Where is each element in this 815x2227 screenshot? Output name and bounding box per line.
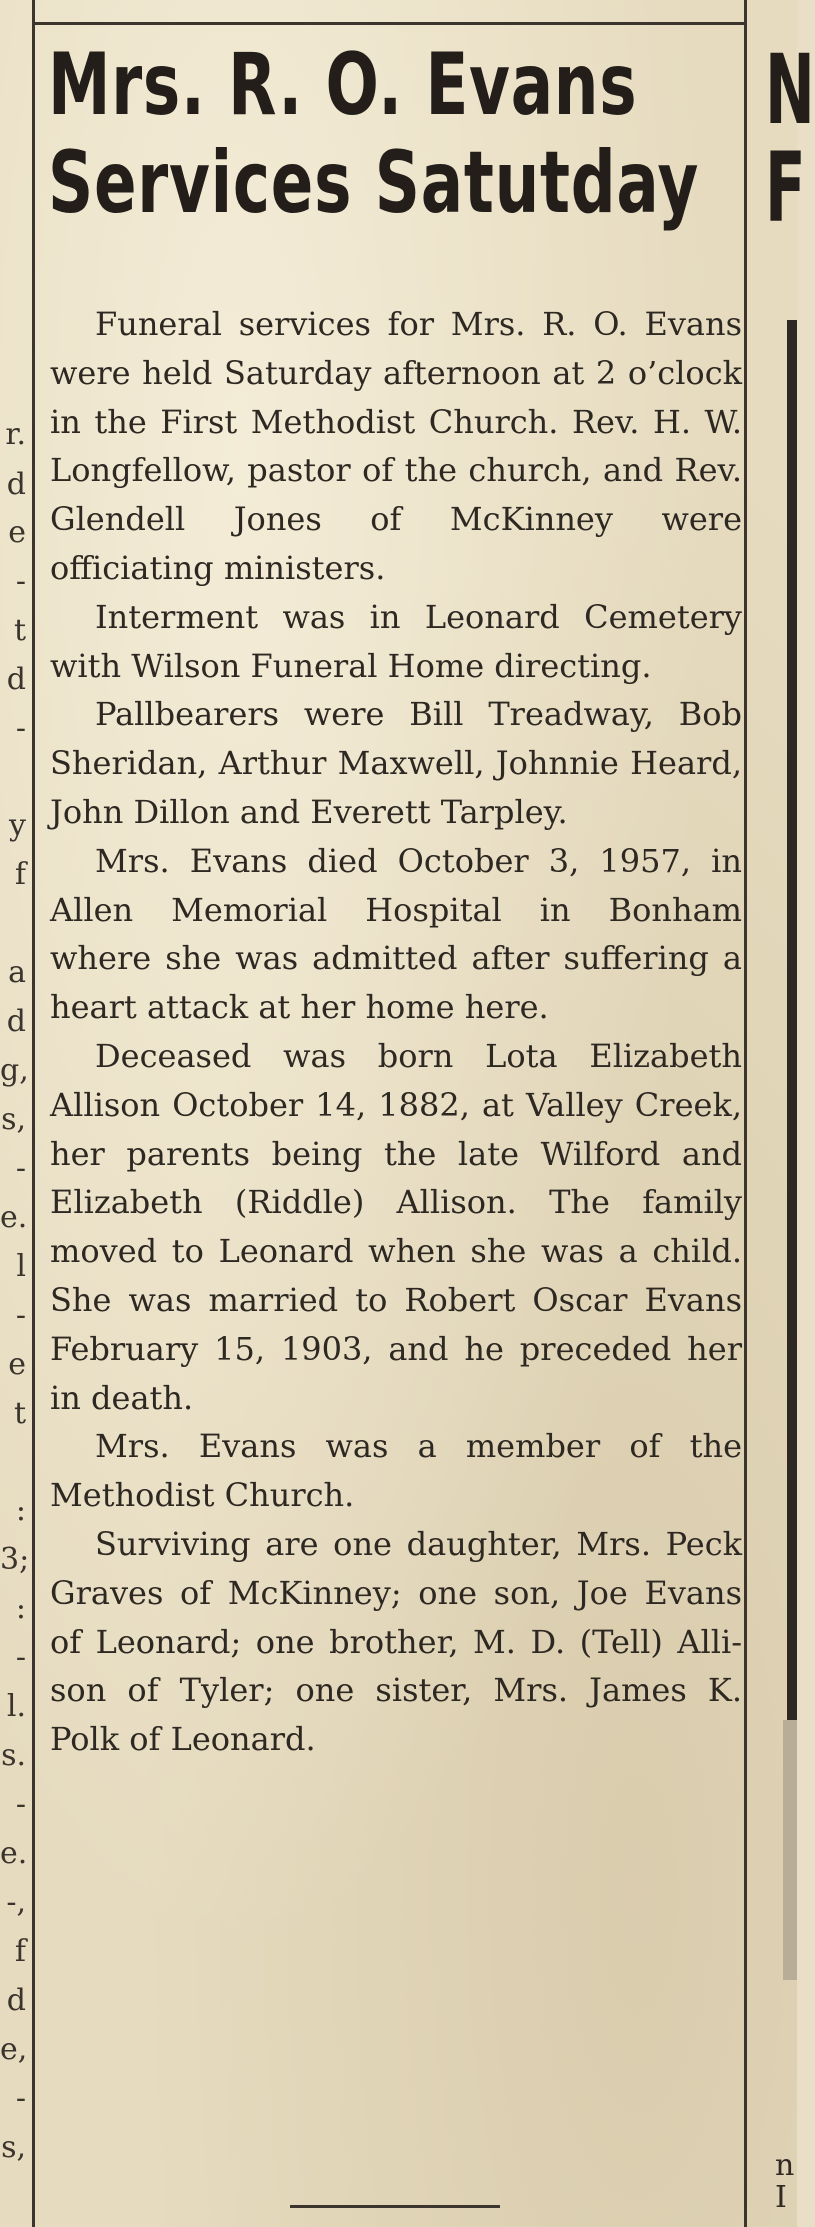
left-fragment: - [15, 1640, 26, 1675]
left-fragment: d [6, 1004, 26, 1039]
left-fragment: e. [0, 1836, 28, 1871]
left-fragment: d [6, 662, 26, 697]
paragraph-interment: Interment was in Leonard Cemetery with Wilson Funeral Home directing. [50, 597, 742, 685]
left-fragment: l [16, 1249, 26, 1284]
article-headline [48, 36, 738, 232]
left-fragment: t [13, 1396, 26, 1431]
left-fragment: t [13, 613, 26, 648]
paragraph-pallbearers: Pallbearers were Bill Treadway, Bob Sheridan, Arthur Maxwell, Johnnie Heard, John Dillon and Everett Tarpley. [50, 695, 742, 831]
left-fragment: e, [0, 2032, 28, 2067]
left-fragment: e [8, 1347, 26, 1382]
left-fragment: e. [0, 1200, 28, 1235]
left-fragment: 3; [0, 1542, 30, 1577]
left-fragment: s, [1, 1102, 26, 1137]
headline-line-1: Mrs. R. O. Evans [48, 35, 638, 135]
paragraph-survivors: Surviving are one daughter, Mrs. Peck Graves of McKinney; one son, Joe Evans of Leonard; one brother, M. D. (Tell) Allison of Tyler; one sister, Mrs. James K. Polk of Leonard. [50, 1524, 742, 1759]
headline-line-2: Services Satutday [48, 133, 700, 233]
left-fragment: - [15, 1787, 26, 1822]
left-fragment: s. [1, 1738, 26, 1773]
left-fragment: r. [5, 417, 26, 452]
left-fragment: f [14, 1934, 26, 1969]
left-fragment: - [15, 1298, 26, 1333]
paragraph-biography: Deceased was born Lota Elizabeth Allison October 14, 1882, at Valley Creek, her parents being the late Wilford and Elizabeth (Riddle) Allison. The family moved to Leonard when she was a child. She was married to Robert Oscar Evans February 15, 1903, and he preceded her in death. [50, 1036, 742, 1417]
right-headline-fragment-1: N [765, 34, 815, 146]
left-fragment: f [14, 857, 26, 892]
left-fragment: - [15, 1151, 26, 1186]
left-fragment: - [15, 711, 26, 746]
left-fragment: : [15, 1493, 26, 1528]
right-tail-fragment [775, 2150, 794, 2214]
right-tail-line-1: n [775, 2148, 795, 2183]
left-fragment: -, [6, 1885, 26, 1920]
right-adjacent-column [747, 0, 815, 2227]
left-fragment: s, [1, 2130, 26, 2165]
column-rule-top [35, 22, 744, 25]
left-fragment: : [15, 1591, 26, 1626]
paragraph-funeral-services: Funeral services for Mrs. R. O. Evans were held Saturday afternoon at 2 o’clock in the First Methodist Church. Rev. H. W. Longfellow, pastor of the church, and Rev. Glendell Jones of McKinney were officiating ministers. [50, 305, 742, 587]
left-fragment: g, [0, 1053, 29, 1088]
left-fragment: e [8, 515, 26, 550]
right-tail-line-2: I [775, 2180, 787, 2215]
left-fragment: l. [6, 1689, 26, 1724]
left-fragment: - [15, 564, 26, 599]
article-end-rule [290, 2205, 500, 2208]
right-border-gap [783, 1720, 797, 1980]
column-rule-left [32, 0, 35, 2227]
right-headline-fragment-2: F [765, 132, 806, 244]
left-fragment: d [6, 467, 26, 502]
left-fragment: y [9, 808, 26, 843]
left-adjacent-column [0, 0, 30, 2227]
paragraph-death: Mrs. Evans died October 3, 1957, in Allen Memorial Hospital in Bonham where she was admitted after suffering a heart attack at her home here. [50, 841, 742, 1027]
article-body [50, 300, 742, 1764]
paragraph-church-membership: Mrs. Evans was a member of the Methodist Church. [50, 1427, 742, 1515]
left-fragment: d [6, 1983, 26, 2018]
left-fragment: a [8, 955, 26, 990]
left-fragment: - [15, 2081, 26, 2116]
